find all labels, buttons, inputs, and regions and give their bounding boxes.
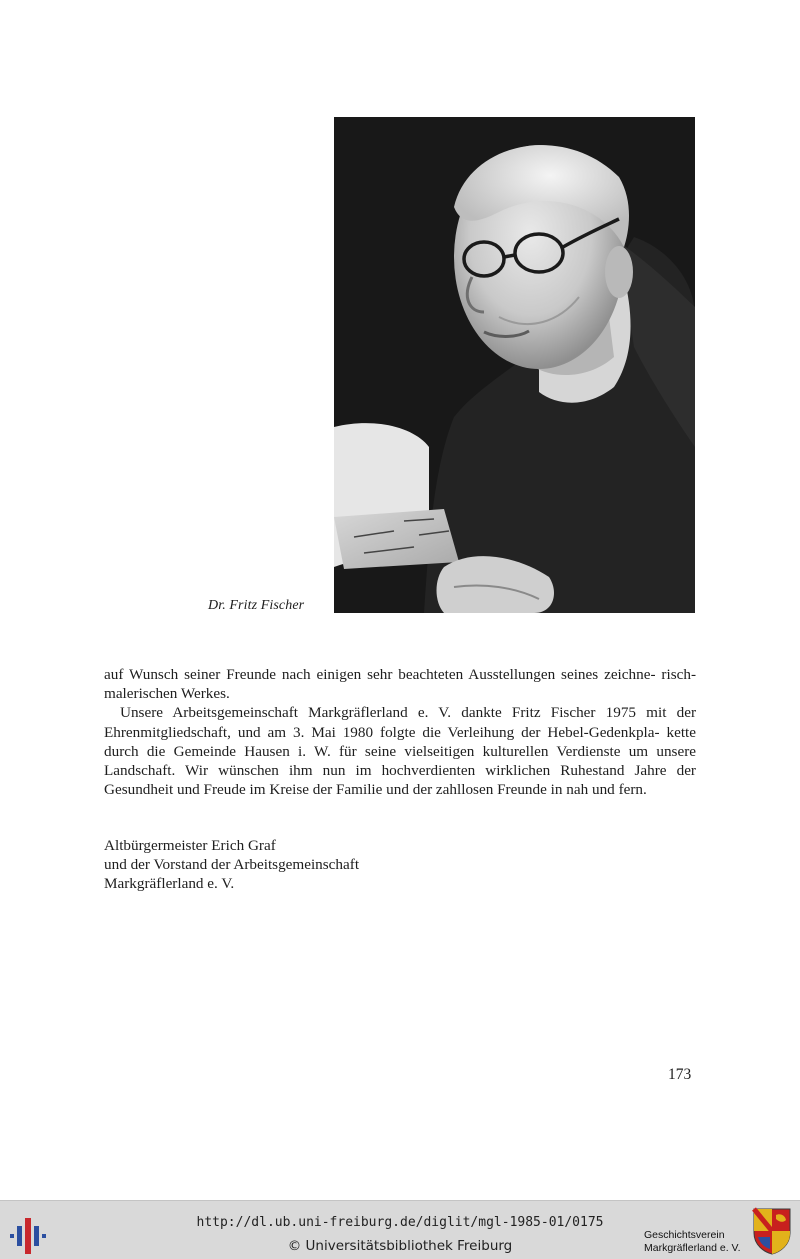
paragraph-2 (104, 703, 696, 799)
partner-name (644, 1229, 741, 1255)
text-line: Unsere Arbeitsgemeinschaft Markgräflerland e. V. dankte Fritz Fischer 1975 mit der (120, 704, 696, 722)
page-number: 173 (668, 1066, 692, 1083)
body-text (104, 665, 696, 799)
portrait-photo (334, 117, 695, 613)
portrait-photo-drawing (334, 117, 695, 613)
signature-line: Markgräflerland e. V. (104, 875, 235, 892)
text-line: auf Wunsch seiner Freunde nach einigen sehr beachteten Ausstellungen seines zeichne- (104, 666, 656, 683)
document-url-link[interactable]: http://dl.ub.uni-freiburg.de/diglit/mgl-1985-01/0175 (196, 1215, 604, 1230)
text-line: nah und fern. (566, 781, 647, 799)
signature-line: Altbürgermeister Erich Graf (104, 837, 276, 854)
text-line: unsere Landschaft. Wir wünschen ihm nun im hochverdienten wirklichen Ruhestand (104, 742, 696, 780)
partner-line: Geschichtsverein (644, 1229, 725, 1241)
text-line: risch-malerischen Werkes. (104, 666, 697, 703)
text-line: Ehrenmitgliedschaft, und am 3. Mai 1980 folgte die Verleihung der Hebel-Gedenkpla- (104, 723, 660, 741)
signature-block (104, 836, 359, 893)
footer-bar (0, 1200, 800, 1259)
partner-line: Markgräflerland e. V. (644, 1242, 741, 1254)
photo-caption: Dr. Fritz Fischer (208, 598, 305, 613)
coat-of-arms-icon[interactable] (752, 1207, 792, 1255)
copyright-notice: © Universitätsbibliothek Freiburg (287, 1238, 513, 1254)
paragraph-1 (104, 665, 696, 703)
text-line: Jahre der Gesundheit und Freude im Kreise der Familie und der zahllosen Freunde in (104, 762, 696, 799)
text-line: kette durch die Gemeinde Hausen i. W. für seine vielseitigen kulturellen Verdienste um (104, 723, 697, 760)
signature-line: und der Vorstand der Arbeitsgemeinschaft (104, 856, 360, 873)
